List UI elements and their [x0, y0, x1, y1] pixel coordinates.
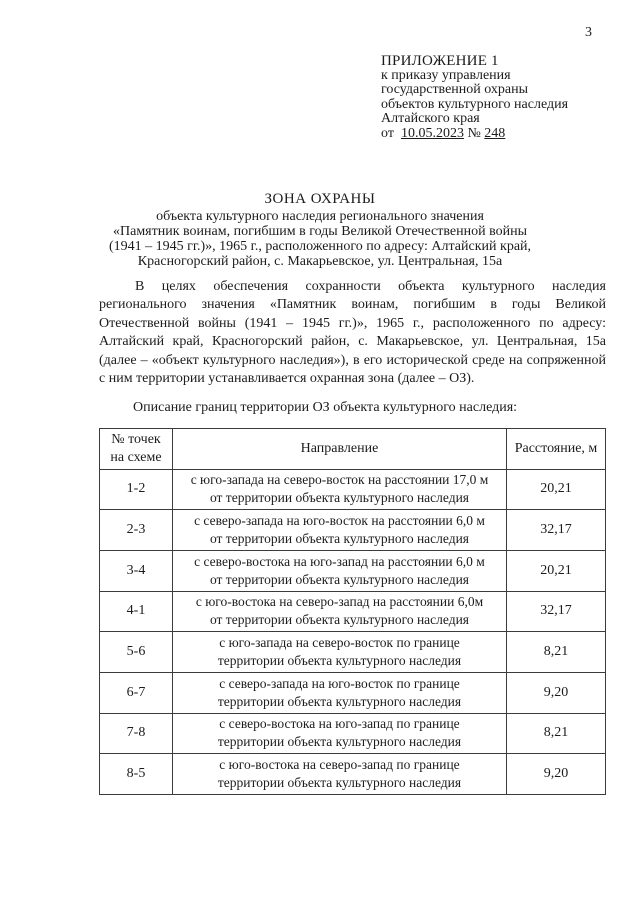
cell-points: 8-5 — [100, 754, 173, 795]
cell-distance: 20,21 — [507, 550, 606, 591]
table-header-row — [100, 429, 606, 470]
cell-direction — [173, 632, 507, 673]
appendix-from: от — [381, 125, 394, 141]
direction-line: территории объекта культурного наследия — [217, 775, 462, 791]
boundaries-table — [99, 428, 606, 795]
header-direction: Направление — [173, 429, 507, 470]
table-row — [100, 754, 606, 795]
table-row — [100, 510, 606, 551]
table-row — [100, 672, 606, 713]
header-points-line2: на схеме — [110, 449, 162, 465]
header-distance: Расстояние, м — [507, 429, 606, 470]
cell-points: 2-3 — [100, 510, 173, 551]
cell-distance: 8,21 — [507, 632, 606, 673]
table-row — [100, 632, 606, 673]
appendix-heading: ПРИЛОЖЕНИЕ 1 — [381, 53, 499, 69]
table-row — [100, 713, 606, 754]
direction-line: от территории объекта культурного наследия — [209, 531, 470, 547]
direction-line: с северо-востока на юго-запад на расстоянии 6,0 м — [194, 553, 485, 569]
direction-line: с юго-запада на северо-восток на расстоянии 17,0 м — [190, 472, 489, 488]
cell-distance: 8,21 — [507, 713, 606, 754]
document-title — [100, 192, 540, 269]
direction-line: территории объекта культурного наследия — [217, 734, 462, 750]
cell-direction — [173, 550, 507, 591]
cell-points: 4-1 — [100, 591, 173, 632]
direction-line: с северо-запада на юго-восток на расстоянии 6,0 м — [194, 513, 485, 529]
title-line: Красногорский район, с. Макарьевское, ул. Центральная, 15а — [137, 254, 503, 269]
body-paragraph: В целях обеспечения сохранности объекта культурного наследия регионального значения «Памятник воинам, погибшим в годы Великой Отечественной войны (1941 – 1945 гг.)», 1965 г., расположенного по адресу: Алтайский край, Красногорский район, с. Макарьевское, ул. Центральная, 15а (далее – «объект культурного наследия»), в его исторической среде на сопряженной с ним территории устанавливается охранная зона (далее – ОЗ). — [99, 279, 606, 387]
header-points-line1: № точек — [111, 431, 161, 447]
appendix-line: государственной охраны — [381, 82, 529, 97]
title-line: «Памятник воинам, погибшим в годы Великой Отечественной войны — [113, 224, 527, 239]
direction-line: с северо-запада на юго-восток по границе — [219, 675, 460, 691]
direction-line: с юго-запада на северо-восток по границе — [219, 635, 460, 651]
direction-line: территории объекта культурного наследия — [217, 653, 462, 669]
cell-points: 5-6 — [100, 632, 173, 673]
title-line: (1941 – 1945 гг.)», 1965 г., расположенного по адресу: Алтайский край, — [108, 239, 532, 254]
number-sign: № — [467, 125, 481, 141]
direction-line: от территории объекта культурного наследия — [209, 571, 470, 587]
appendix-line: объектов культурного наследия — [381, 96, 569, 112]
cell-direction — [173, 754, 507, 795]
order-date: 10.05.2023 — [400, 125, 464, 141]
appendix-date-line — [381, 127, 568, 142]
cell-direction — [173, 469, 507, 510]
direction-line: от территории объекта культурного наследия — [209, 490, 470, 506]
page-number: 3 — [585, 25, 592, 40]
cell-direction — [173, 591, 507, 632]
direction-line: с северо-востока на юго-запад по границе — [219, 716, 460, 732]
table-row — [100, 591, 606, 632]
header-points — [100, 429, 173, 470]
cell-points: 7-8 — [100, 713, 173, 754]
cell-distance: 9,20 — [507, 754, 606, 795]
cell-distance: 20,21 — [507, 469, 606, 510]
appendix-line: Алтайского края — [381, 111, 480, 126]
cell-points: 6-7 — [100, 672, 173, 713]
order-number: 248 — [484, 125, 506, 141]
direction-line: с юго-востока на северо-запад на расстоянии 6,0м — [195, 594, 484, 610]
table-row — [100, 550, 606, 591]
title-line: объекта культурного наследия регионального значения — [156, 209, 484, 224]
cell-points: 3-4 — [100, 550, 173, 591]
table-caption: Описание границ территории ОЗ объекта культурного наследия: — [133, 400, 518, 415]
cell-points: 1-2 — [100, 469, 173, 510]
cell-distance: 32,17 — [507, 591, 606, 632]
cell-direction — [173, 510, 507, 551]
direction-line: с юго-востока на северо-запад по границе — [219, 757, 460, 773]
cell-direction — [173, 672, 507, 713]
table-row — [100, 469, 606, 510]
direction-line: от территории объекта культурного наследия — [209, 612, 470, 628]
direction-line: территории объекта культурного наследия — [217, 693, 462, 709]
title-main: ЗОНА ОХРАНЫ — [264, 191, 376, 207]
cell-distance: 32,17 — [507, 510, 606, 551]
cell-direction — [173, 713, 507, 754]
cell-distance: 9,20 — [507, 672, 606, 713]
appendix-line: к приказу управления — [381, 67, 511, 83]
appendix-block — [381, 54, 568, 141]
